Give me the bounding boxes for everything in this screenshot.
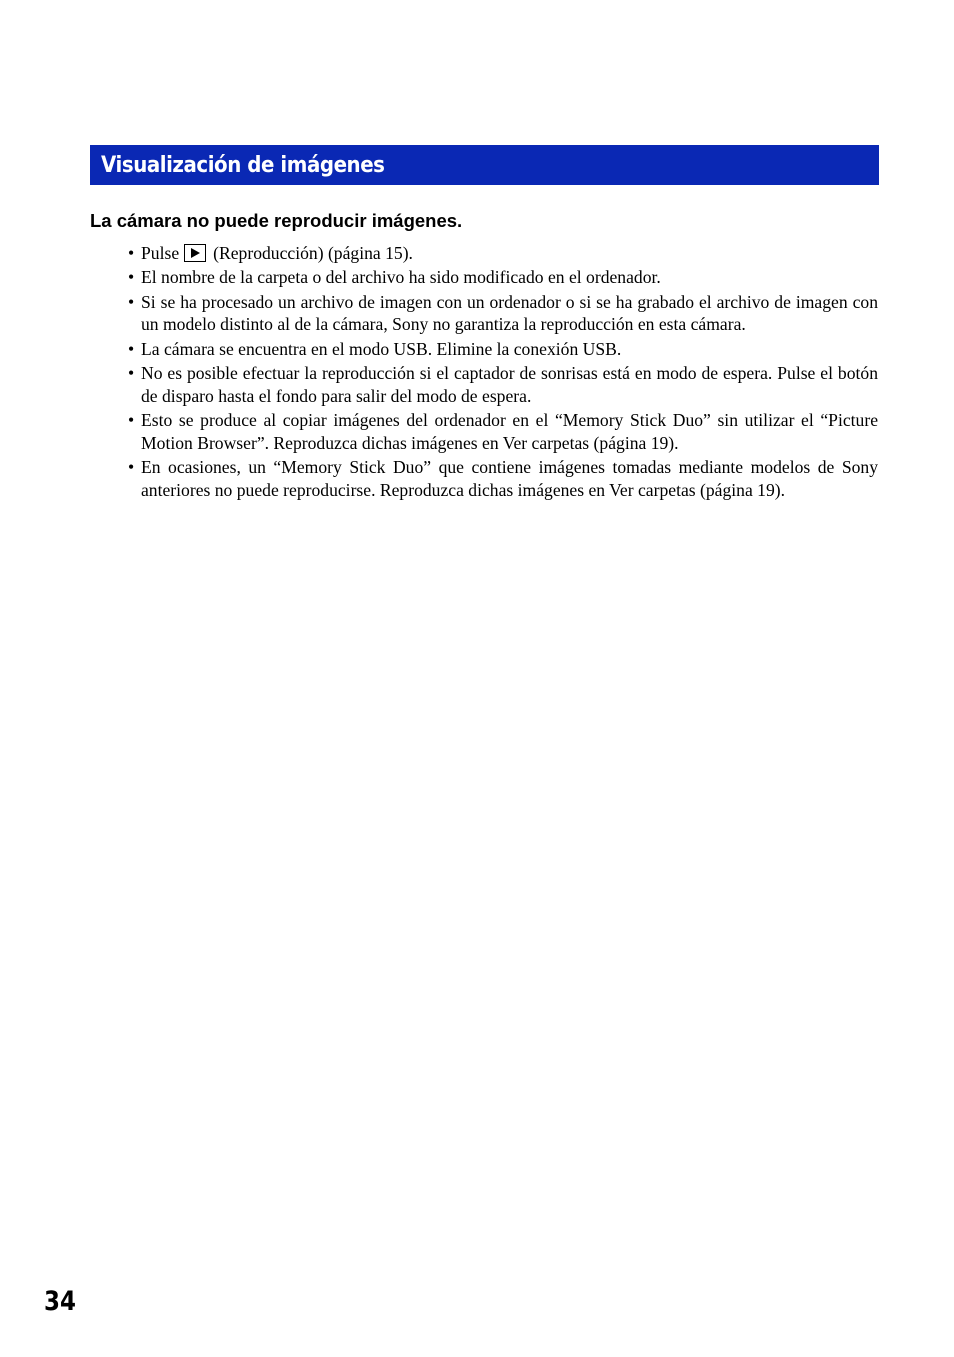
section-title: Visualización de imágenes xyxy=(101,152,385,178)
bullet-mark: • xyxy=(128,267,135,288)
list-item xyxy=(128,291,878,337)
play-icon xyxy=(184,244,206,262)
bullet-mark: • xyxy=(128,410,135,431)
list-item xyxy=(128,456,878,502)
page-number: 34 xyxy=(44,1286,76,1317)
list-item-text: La cámara se encuentra en el modo USB. Elimine la conexión USB. xyxy=(141,338,622,359)
list-item xyxy=(128,409,878,455)
list-item-text: Si se ha procesado un archivo de imagen con un ordenador o si se ha grabado el archivo de imagen con un modelo distinto al de la cámara, Sony no garantiza la reproducción en esta cámara. xyxy=(141,291,878,335)
subheading: La cámara no puede reproducir imágenes. xyxy=(90,210,463,231)
bullet-list xyxy=(128,242,878,503)
list-item-text: No es posible efectuar la reproducción si el captador de sonrisas está en modo de espera. Pulse el botón de disparo hasta el fondo para salir del modo de espera. xyxy=(141,362,878,406)
list-item-text xyxy=(141,242,878,265)
list-item-text: En ocasiones, un “Memory Stick Duo” que contiene imágenes tomadas mediante modelos de Sony anteriores no puede reproducirse. Reproduzca dichas imágenes en Ver carpetas (página 19). xyxy=(141,457,878,500)
section-banner xyxy=(90,145,879,185)
bullet-mark: • xyxy=(128,457,135,478)
list-item-text-before-icon: Pulse xyxy=(141,243,180,263)
bullet-mark: • xyxy=(128,362,135,383)
list-item xyxy=(128,362,878,408)
bullet-mark: • xyxy=(128,243,135,263)
bullet-mark: • xyxy=(128,291,135,312)
list-item xyxy=(128,266,878,289)
bullet-mark: • xyxy=(128,338,135,359)
list-item-text-after-icon: (Reproducción) (página 15). xyxy=(213,243,413,263)
list-item-text: El nombre de la carpeta o del archivo ha sido modificado en el ordenador. xyxy=(141,267,661,288)
list-item xyxy=(128,338,878,361)
list-item-text: Esto se produce al copiar imágenes del ordenador en el “Memory Stick Duo” sin utilizar el “Picture Motion Browser”. Reproduzca dichas imágenes en Ver carpetas (página 19). xyxy=(141,410,878,453)
list-item xyxy=(128,242,878,265)
